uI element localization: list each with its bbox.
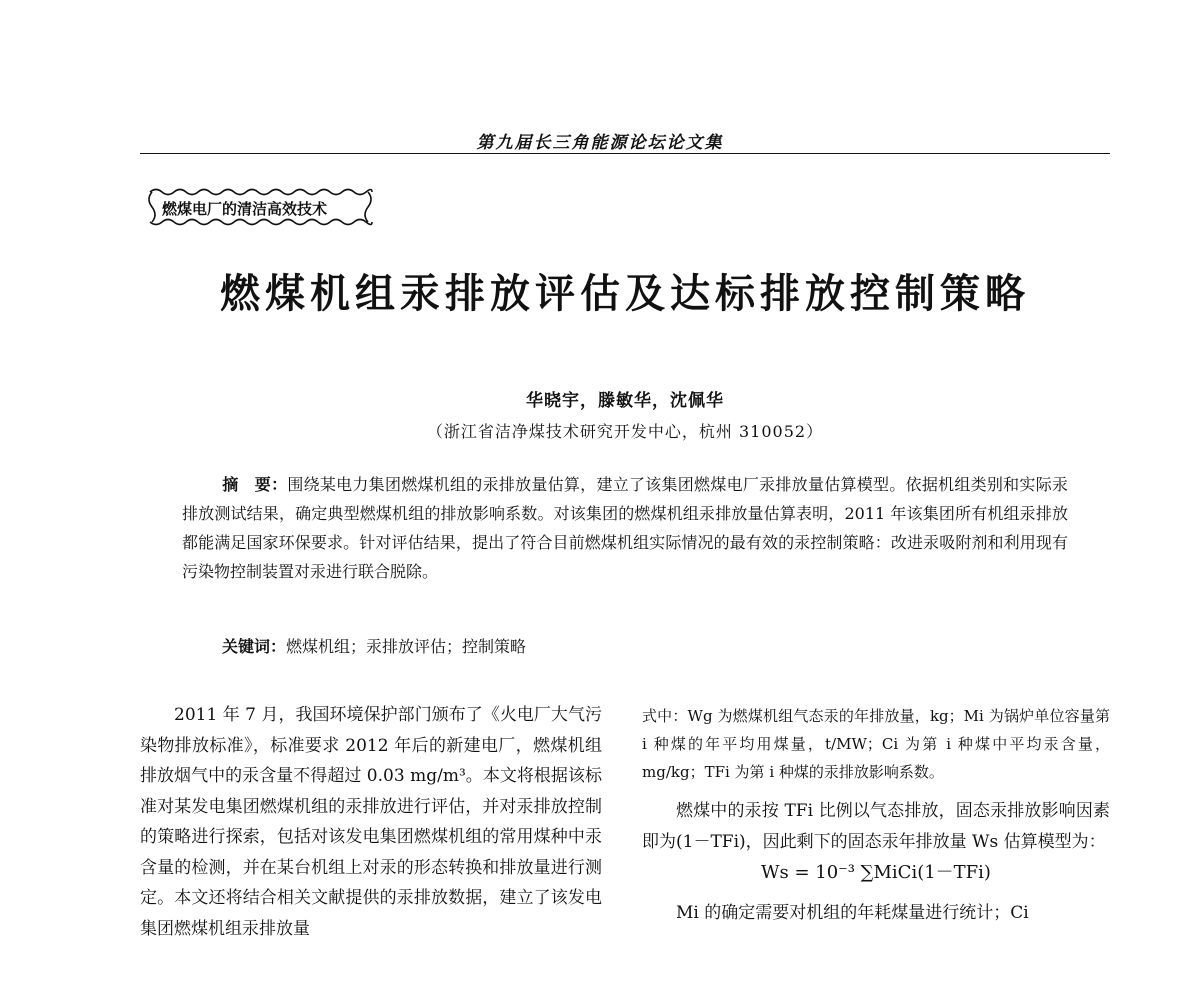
paper-title: 燃煤机组汞排放评估及达标排放控制策略: [220, 271, 1030, 317]
section-tag: [144, 186, 376, 228]
right-column: [642, 702, 1110, 929]
abstract-text: 围绕某电力集团燃煤机组的汞排放量估算，建立了该集团燃煤电厂汞排放量估算模型。依据机组类别和实际汞排放测试结果，确定典型燃煤机组的排放影响系数。对该集团的燃煤机组汞排放量估算表明，2011 年该集团所有机组汞排放都能满足国家环保要求。针对评估结果，提出了符合目前燃煤机组实际情况的最有效的汞控制策略：改进汞吸附剂和利用现有污染物控制装置对汞进行联合脱除。: [182, 475, 1068, 581]
keywords: [222, 633, 1068, 661]
body-paragraph-continuation: Mi 的确定需要对机组的年耗煤量进行统计；Ci: [676, 903, 1029, 923]
abstract: [182, 470, 1068, 586]
body-paragraph: 2011 年 7 月，我国环境保护部门颁布了《火电厂大气污染物排放标准》，标准要求 2012 年后的新建电厂，燃煤机组排放烟气中的汞含量不得超过 0.03 mg/m³。本文将根据该标准对某发电集团燃煤机组的汞排放进行评估，并对汞排放控制的策略进行探索，包括对该发电集团燃煤机组的常用煤种中汞含量的检测，并在某台机组上对汞的形态转换和排放量进行测定。本文还将结合相关文献提供的汞排放数据，建立了该发电集团燃煤机组汞排放量: [140, 705, 602, 939]
keywords-text: 燃煤机组；汞排放评估；控制策略: [286, 637, 527, 656]
variable-definitions: 式中：Wg 为燃煤机组气态汞的年排放量，kg；Mi 为锅炉单位容量第 i 种煤的年平均用煤量，t/MW；Ci 为第 i 种煤中平均汞含量，mg/kg；TFi 为第 i 种煤的汞排放影响系数。: [642, 707, 1110, 781]
keywords-label: 关键词：: [222, 637, 287, 656]
running-header: 第九届长三角能源论坛论文集: [476, 133, 724, 153]
header-rule: [140, 153, 1110, 154]
affiliation: （浙江省洁净煤技术研究开发中心，杭州 310052）: [426, 422, 824, 441]
body-paragraph: 燃煤中的汞按 TFi 比例以气态排放，固态汞排放影响因素即为(1－TFi)，因此剩下的固态汞年排放量 Ws 估算模型为：: [642, 801, 1110, 852]
section-tag-label: 燃煤电厂的清洁高效技术: [162, 200, 328, 218]
authors: 华晓宇，滕敏华，沈佩华: [526, 391, 724, 411]
equation: Ws = 10⁻³ ∑MiCi(1－TFi): [761, 862, 991, 883]
left-column: [140, 700, 602, 944]
abstract-label: 摘 要：: [222, 475, 288, 494]
